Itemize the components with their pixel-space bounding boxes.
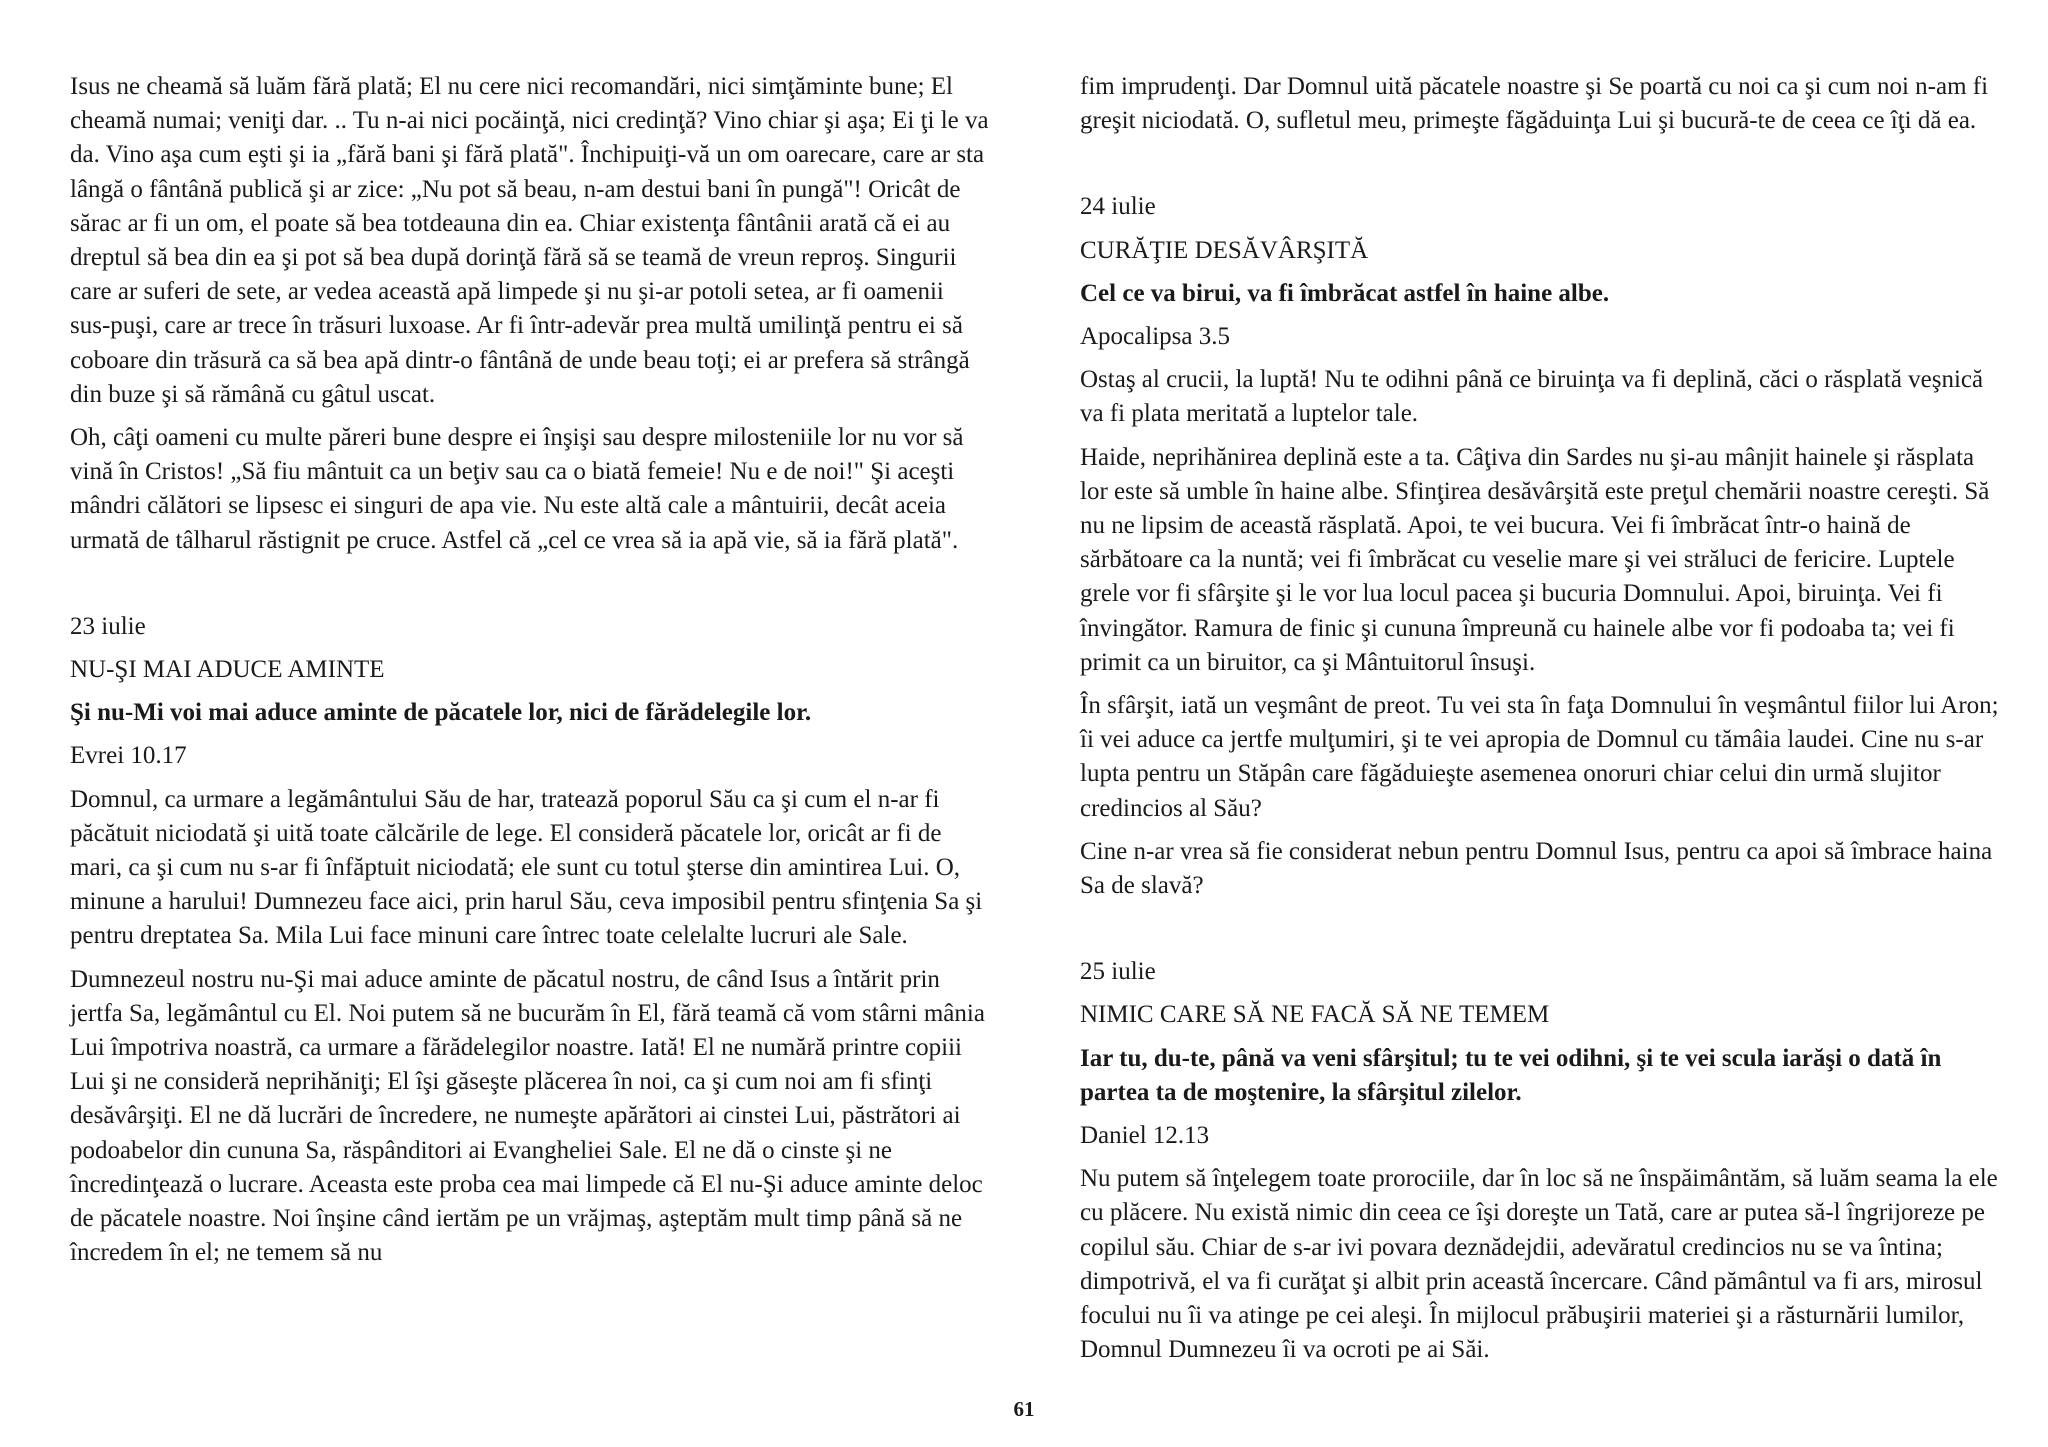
- entry-paragraph-2: Haide, neprihănirea deplină este a ta. Câţiva din Sardes nu şi-au mânjit hainele şi răsplata lor este să umble în haine albe. Sfinţirea desăvârşită este preţul chemării noastre cereşti. Să nu ne lipsim de această răsplată. Apoi, te vei bucura. Vei fi îmbrăcat într-o haină de sărbătoare ca la nuntă; vei fi îmbrăcat cu veselie mare şi vei străluci de fericire. Luptele grele vor fi sfârşite şi le vor lua locul pacea şi bucuria Domnului. Apoi, biruinţa. Vei fi învingător. Ramura de finic şi cununa împreună cu hainele albe vor fi podoaba ta; vei fi primit ca un biruitor, ca şi Mântuitorul însuşi.: [1080, 443, 1990, 676]
- entry-separator: [1080, 147, 2005, 190]
- right-column: [1080, 70, 2005, 1377]
- entry-reference: Daniel 12.13: [1080, 1122, 1210, 1150]
- entry-reference: Evrei 10.17: [70, 742, 187, 770]
- entry-date: 25 iulie: [1080, 958, 1156, 986]
- devotional-entry-23: [70, 610, 990, 1271]
- continuation-paragraph: fim imprudenţi. Dar Domnul uită păcatele noastre şi Se poartă cu noi ca şi cum noi n-am fi greşit niciodată. O, sufletul meu, primeşte făgăduinţa Lui şi bucură-te de ceea ce îţi dă ea.: [1080, 73, 1989, 135]
- entry-paragraph-2: Dumnezeul nostru nu-Şi mai aduce aminte de păcatul nostru, de când Isus a întărit prin jertfa Sa, legământul cu El. Noi putem să ne bucurăm în El, fără teamă că vom stârni mânia Lui împotriva noastră, ca urmare a fărădelegilor noastre. Iată! El ne numără printre copiii Lui şi ne consideră neprihăniţi; El îşi găseşte plăcerea în noi, ca şi cum noi am fi sfinţi desăvârşiţi. El ne dă lucrări de încredere, ne numeşte apărători ai cinstei Lui, păstrători ai podoabelor din cununa Sa, răspânditori ai Evangheliei Sale. El ne dă o cinste şi ne încredinţează o lucrare. Aceasta este proba cea mai limpede că El nu-Şi aduce aminte deloc de păcatele noastre. Noi înşine când iertăm pe un vrăjmaş, aşteptăm mult timp până să ne încredem în el; ne temem să nu: [70, 965, 985, 1267]
- entry-title: NIMIC CARE SĂ NE FACĂ SĂ NE TEMEM: [1080, 1001, 1550, 1029]
- entry-paragraph-3: În sfârşit, iată un veşmânt de preot. Tu vei sta în faţa Domnului în veşmântul fiilor lui Aron; îi vei aduce ca jertfe mulţumiri, şi te vei apropia de Domnul cu tămâia laudei. Cine nu s-ar lupta pentru un Stăpân care făgăduieşte asemenea onoruri chiar celui din urmă slujitor credincios al Său?: [1080, 692, 1999, 822]
- devotional-entry-25: [1080, 955, 2005, 1367]
- devotional-entry-24: [1080, 190, 2005, 903]
- entry-paragraph-1: Domnul, ca urmare a legământului Său de har, tratează poporul Său ca şi cum el n-ar fi păcătuit niciodată şi uită toate călcările de lege. El consideră păcatele lor, oricât ar fi de mari, ca şi cum nu s-ar fi înfăptuit niciodată; ele sunt cu totul şterse din amintirea Lui. O, minune a harului! Dumnezeu face aici, prin harul Său, ceva imposibil pentru sfinţenia Sa şi pentru dreptatea Sa. Mila Lui face minuni care întrec toate celelalte lucruri ale Sale.: [70, 785, 983, 950]
- entry-reference: Apocalipsa 3.5: [1080, 323, 1230, 351]
- intro-paragraph-1: Isus ne cheamă să luăm fără plată; El nu cere nici recomandări, nici simţăminte bune; El cheamă numai; veniţi dar. .. Tu n-ai nici pocăinţă, nici credinţă? Vino chiar şi aşa; Ei ţi le va da. Vino aşa cum eşti şi ia „fără bani şi fără plată". Închipuiţi-vă un om oarecare, care ar sta lângă o fântână publică şi ar zice: „Nu pot să beau, n-am destui bani în pungă"! Oricât de sărac ar fi un om, el poate să bea totdeauna din ea. Chiar existenţa fântânii arată că ei au dreptul să bea din ea şi pot să bea după dorinţă fără să se teamă de vreun reproş. Singurii care ar suferi de sete, ar vedea această apă limpede şi nu şi-ar potoli setea, ar fi oamenii sus-puşi, care ar trece în trăsuri luxoase. Ar fi într-adevăr prea multă umilinţă pentru ei să coboare din trăsură ca să bea apă dintr-o fântână de unde beau toţi; ei ar prefera să strângă din buze şi să rămână cu gâtul uscat.: [70, 73, 989, 408]
- intro-paragraph-2: Oh, câţi oameni cu multe păreri bune despre ei înşişi sau despre milosteniile lor nu vor să vină în Cristos! „Să fiu mântuit ca un beţiv sau ca o biată femeie! Nu e de noi!" Şi aceşti mândri călători se lipsesc ei singuri de apa vie. Nu este altă cale a mântuirii, decât aceia urmată de tâlharul răstignit pe cruce. Astfel că „cel ce vrea să ia apă vie, să ia fără plată".: [70, 424, 964, 554]
- entry-verse: Iar tu, du-te, până va veni sfârşitul; tu te vei odihni, şi te vei scula iarăşi o dată în partea ta de moştenire, la sfârşitul zilelor.: [1080, 1044, 1942, 1106]
- entry-separator: [70, 567, 990, 610]
- page-number: 61: [1013, 1397, 1035, 1421]
- left-column: [70, 70, 990, 1280]
- entry-verse: Cel ce va birui, va fi îmbrăcat astfel în haine albe.: [1080, 279, 1610, 307]
- entry-title: CURĂŢIE DESĂVÂRŞITĂ: [1080, 236, 1369, 264]
- entry-date: 23 iulie: [70, 612, 146, 640]
- entry-date: 24 iulie: [1080, 193, 1156, 221]
- entry-separator: [1080, 912, 2005, 955]
- entry-paragraph-1: Ostaş al crucii, la luptă! Nu te odihni până ce biruinţa va fi deplină, căci o răsplată veşnică va fi plata meritată a luptelor tale.: [1080, 366, 1984, 428]
- entry-verse: Şi nu-Mi voi mai aduce aminte de păcatele lor, nici de fărădelegile lor.: [70, 699, 812, 727]
- entry-paragraph-1: Nu putem să înţelegem toate prorociile, dar în loc să ne înspăimântăm, să luăm seama la ele cu plăcere. Nu există nimic din ceea ce îşi doreşte un Tată, care ar putea să-l îngrijoreze pe copilul său. Chiar de s-ar ivi povara deznădejdii, adevăratul credincios nu se va întina; dimpotrivă, el va fi curăţat şi albit prin această încercare. Când pământul va fi ars, mirosul focului nu îi va atinge pe cei aleşi. În mijlocul prăbuşirii materiei şi a răsturnării lumilor, Domnul Dumnezeu îi va ocroti pe ai Săi.: [1080, 1165, 1998, 1364]
- entry-title: NU-ŞI MAI ADUCE AMINTE: [70, 656, 385, 684]
- entry-paragraph-4: Cine n-ar vrea să fie considerat nebun pentru Domnul Isus, pentru ca apoi să îmbrace haina Sa de slavă?: [1080, 837, 1993, 900]
